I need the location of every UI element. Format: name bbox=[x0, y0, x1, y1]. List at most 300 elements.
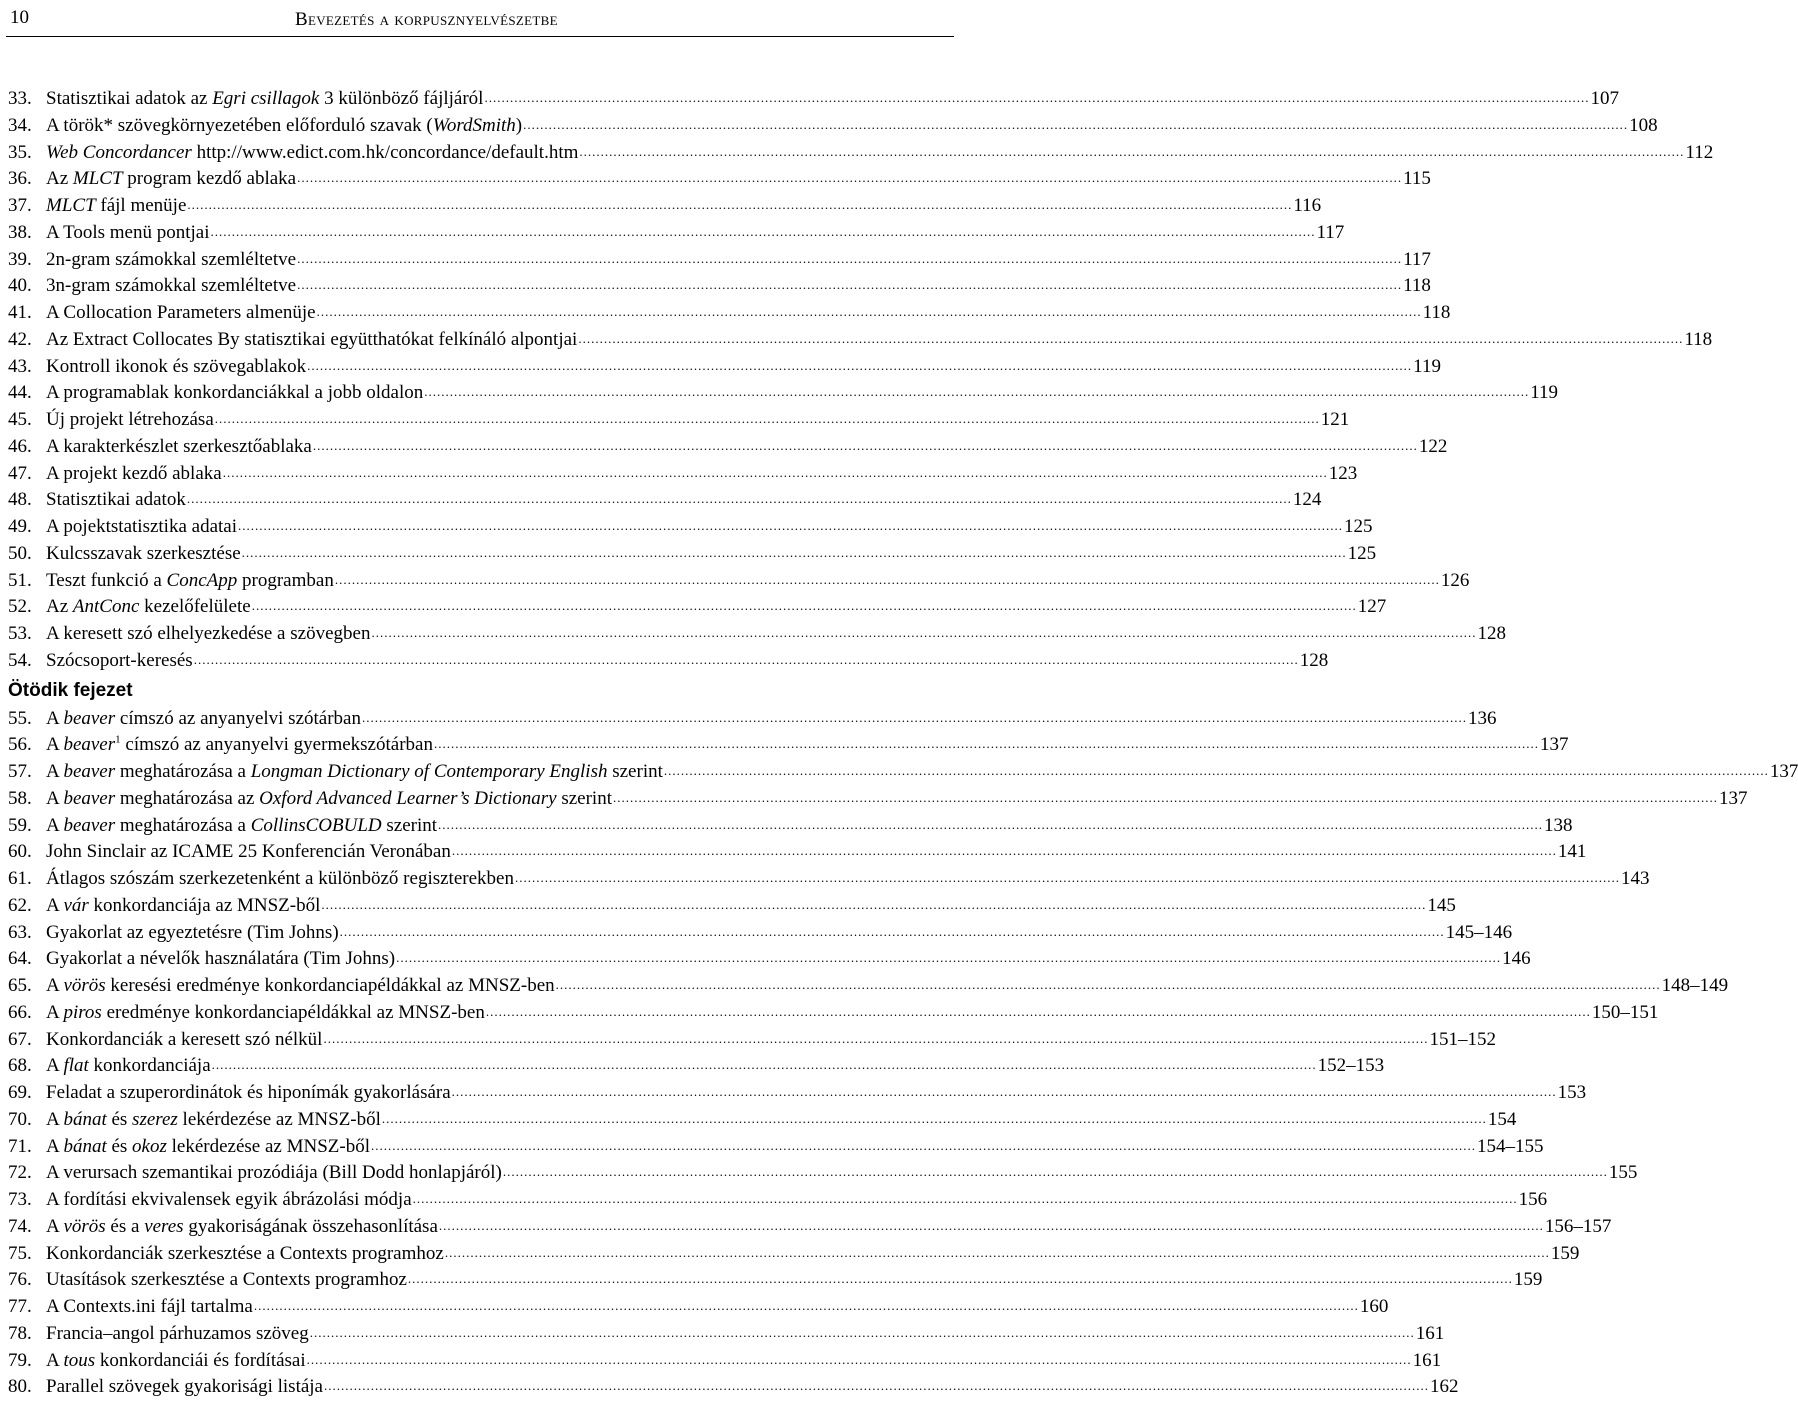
entry-page: 118 bbox=[1403, 275, 1431, 297]
toc-entry bbox=[8, 759, 1798, 786]
entry-text: A bbox=[46, 814, 64, 836]
entry-number: 57. bbox=[8, 761, 32, 782]
entry-text: meghatározása a bbox=[115, 814, 251, 836]
entry-title bbox=[46, 1107, 381, 1134]
italic-text: Web Concordancer bbox=[46, 141, 192, 163]
entry-text: A Contexts.ini fájl tartalma bbox=[46, 1296, 253, 1317]
entry-text: Kulcsszavak szerkesztése bbox=[46, 542, 241, 564]
entry-text: szerint bbox=[607, 761, 663, 782]
toc-entry bbox=[8, 648, 1329, 675]
dot-leader bbox=[215, 406, 1320, 433]
entry-number: 41. bbox=[8, 302, 32, 323]
entry-number: 46. bbox=[8, 435, 32, 457]
dot-leader bbox=[297, 165, 1402, 192]
entry-text: szerint bbox=[381, 814, 438, 836]
entry-text: Francia–angol párhuzamos szöveg bbox=[46, 1322, 309, 1344]
entry-page: 160 bbox=[1359, 1296, 1389, 1317]
entry-number: 68. bbox=[8, 1055, 32, 1077]
entry-page: 118 bbox=[1684, 328, 1713, 350]
entry-number: 64. bbox=[8, 948, 32, 970]
toc-entry bbox=[8, 813, 1573, 840]
dot-leader bbox=[484, 85, 1589, 112]
entry-title bbox=[46, 1027, 322, 1054]
dot-leader bbox=[194, 647, 1299, 674]
entry-title bbox=[46, 273, 296, 300]
entry-number: 72. bbox=[8, 1162, 32, 1184]
entry-text: meghatározása az bbox=[115, 787, 260, 809]
italic-text: szerez bbox=[132, 1108, 178, 1130]
entry-page: 159 bbox=[1513, 1269, 1543, 1291]
italic-text: MLCT bbox=[72, 168, 123, 190]
entry-title bbox=[46, 193, 186, 220]
entry-text: eredménye konkordanciapéldákkal az MNSZ-ben bbox=[101, 1001, 485, 1023]
entry-title bbox=[46, 946, 395, 973]
toc-entry bbox=[8, 946, 1531, 973]
entry-number: 42. bbox=[8, 328, 32, 350]
italic-text: beaver bbox=[63, 787, 116, 809]
toc-entry bbox=[8, 973, 1729, 1000]
entry-title bbox=[46, 247, 296, 274]
entry-text: A bbox=[46, 1108, 64, 1130]
entry-title bbox=[46, 706, 361, 733]
entry-text: 2n-gram számokkal szemléltetve bbox=[46, 248, 297, 270]
toc-entry bbox=[8, 866, 1650, 893]
entry-number: 35. bbox=[8, 141, 32, 163]
dot-leader bbox=[515, 865, 1620, 892]
entry-text: szerint bbox=[556, 787, 612, 809]
entry-page: 150–151 bbox=[1591, 1001, 1659, 1023]
italic-text: vár bbox=[63, 894, 89, 916]
entry-text: A bbox=[46, 1001, 64, 1023]
entry-text: Feladat a szuperordinátok és hiponímák gyakorlására bbox=[46, 1082, 451, 1103]
entry-title bbox=[46, 1134, 370, 1161]
entry-text: Utasítások szerkesztése a Contexts programhoz bbox=[46, 1269, 407, 1291]
entry-number: 47. bbox=[8, 462, 32, 484]
dot-leader bbox=[340, 919, 1445, 946]
entry-text: A fordítási ekvivalensek egyik ábrázolási módja bbox=[46, 1189, 412, 1210]
entry-text: 3n-gram számokkal szemléltetve bbox=[46, 275, 297, 297]
entry-number: 76. bbox=[8, 1269, 32, 1291]
dot-leader bbox=[324, 1373, 1429, 1400]
italic-text: WordSmith bbox=[432, 114, 516, 136]
entry-page: 161 bbox=[1412, 1349, 1442, 1371]
italic-text: Longman Dictionary of Contemporary English bbox=[250, 761, 608, 782]
entry-text: lekérdezése az MNSZ-ből bbox=[177, 1108, 381, 1130]
toc-entry bbox=[8, 300, 1451, 327]
dot-leader bbox=[664, 758, 1769, 785]
dot-leader bbox=[452, 1079, 1557, 1106]
entry-text: A Collocation Parameters almenüje bbox=[46, 302, 316, 323]
entry-page: 119 bbox=[1530, 382, 1559, 404]
toc-entry bbox=[8, 1348, 1442, 1375]
entry-page: 124 bbox=[1292, 489, 1322, 511]
toc-entry bbox=[8, 706, 1497, 733]
toc-entry bbox=[8, 166, 1431, 193]
entry-text: A bbox=[46, 1215, 64, 1237]
entry-page: 156 bbox=[1518, 1189, 1548, 1210]
dot-leader bbox=[297, 246, 1402, 273]
italic-text: Oxford Advanced Learner’s Dictionary bbox=[259, 787, 557, 809]
dot-leader bbox=[187, 192, 1292, 219]
entry-page: 146 bbox=[1502, 948, 1531, 970]
entry-page: 119 bbox=[1413, 355, 1441, 377]
dot-leader bbox=[297, 272, 1402, 299]
entry-page: 117 bbox=[1316, 221, 1345, 243]
toc-entry bbox=[8, 1053, 1385, 1080]
entry-title bbox=[46, 487, 186, 514]
entry-page: 108 bbox=[1629, 114, 1658, 136]
entry-title bbox=[46, 621, 370, 648]
entry-title bbox=[46, 407, 214, 434]
entry-number: 63. bbox=[8, 921, 32, 943]
dot-leader bbox=[252, 593, 1357, 620]
entry-page: 125 bbox=[1347, 542, 1377, 564]
italic-text: ConcApp bbox=[166, 569, 238, 591]
entry-number: 51. bbox=[8, 569, 32, 591]
toc-entry bbox=[8, 786, 1748, 813]
entry-page: 125 bbox=[1344, 516, 1373, 537]
italic-text: veres bbox=[144, 1215, 184, 1237]
entry-title bbox=[46, 1187, 412, 1214]
toc-entry bbox=[8, 1374, 1459, 1401]
entry-title bbox=[46, 1241, 444, 1268]
entry-title bbox=[46, 1214, 438, 1241]
toc-entry bbox=[8, 1241, 1580, 1268]
entry-title bbox=[46, 354, 306, 381]
toc-entry bbox=[8, 839, 1587, 866]
entry-number: 55. bbox=[8, 707, 32, 729]
entry-title bbox=[46, 461, 222, 488]
entry-number: 59. bbox=[8, 814, 32, 836]
entry-page: 137 bbox=[1719, 787, 1748, 809]
entry-page: 107 bbox=[1590, 88, 1619, 109]
entry-page: 116 bbox=[1293, 195, 1322, 216]
entry-text: http://www.edict.com.hk/concordance/default.htm bbox=[191, 141, 579, 163]
entry-text: Kontroll ikonok és szövegablakok bbox=[46, 355, 307, 377]
entry-text: Az bbox=[46, 596, 73, 618]
toc-entry bbox=[8, 594, 1387, 621]
entry-text: A verursach szemantikai prozódiája (Bill Dodd honlapjáról) bbox=[46, 1162, 502, 1184]
toc-entry bbox=[8, 732, 1569, 759]
entry-number: 58. bbox=[8, 787, 32, 809]
entry-text: Szócsoport-keresés bbox=[46, 649, 193, 671]
entry-number: 61. bbox=[8, 868, 32, 889]
entry-number: 56. bbox=[8, 734, 32, 756]
toc-entry bbox=[8, 461, 1358, 488]
entry-text: kezelőfelülete bbox=[139, 596, 251, 618]
entry-number: 45. bbox=[8, 409, 32, 430]
entry-page: 121 bbox=[1320, 409, 1350, 430]
entry-title bbox=[46, 1321, 309, 1348]
toc-entry bbox=[8, 893, 1456, 920]
entry-page: 155 bbox=[1608, 1162, 1638, 1184]
dot-leader bbox=[408, 1266, 1513, 1293]
entry-page: 127 bbox=[1357, 596, 1387, 618]
entry-title bbox=[46, 541, 241, 568]
entry-text: meghatározása a bbox=[115, 761, 251, 782]
dot-leader bbox=[187, 486, 1292, 513]
toc-entry bbox=[8, 113, 1658, 140]
entry-text: Az bbox=[46, 168, 73, 190]
entry-number: 73. bbox=[8, 1189, 32, 1210]
entry-title bbox=[46, 140, 578, 167]
entry-title bbox=[46, 434, 312, 461]
toc-entry bbox=[8, 193, 1322, 220]
dot-leader bbox=[523, 112, 1628, 139]
dot-leader bbox=[211, 219, 1316, 246]
entry-page: 117 bbox=[1403, 248, 1431, 270]
italic-text: CollinsCOBULD bbox=[250, 814, 382, 836]
entry-number: 38. bbox=[8, 221, 32, 243]
entry-text: keresési eredménye konkordanciapéldákkal az MNSZ-ben bbox=[105, 975, 555, 996]
entry-text: címszó az anyanyelvi szótárban bbox=[115, 707, 361, 729]
entry-text: és bbox=[106, 1108, 133, 1130]
entry-page: 115 bbox=[1403, 168, 1431, 190]
italic-text: MLCT bbox=[46, 195, 96, 216]
entry-text: program kezdő ablaka bbox=[122, 168, 297, 190]
entry-number: 50. bbox=[8, 542, 32, 564]
entry-page: 138 bbox=[1544, 814, 1573, 836]
list-of-figures bbox=[8, 86, 1798, 1401]
toc-entry bbox=[8, 1107, 1517, 1134]
entry-number: 36. bbox=[8, 168, 32, 190]
dot-leader bbox=[254, 1293, 1359, 1320]
entry-page: 136 bbox=[1467, 707, 1497, 729]
dot-leader bbox=[579, 139, 1684, 166]
entry-page: 162 bbox=[1430, 1376, 1459, 1398]
italic-text: tous bbox=[63, 1349, 96, 1371]
dot-leader bbox=[317, 299, 1422, 326]
dot-leader bbox=[223, 460, 1328, 487]
dot-leader bbox=[323, 1026, 1428, 1053]
italic-text: beaver bbox=[63, 814, 116, 836]
toc-entry bbox=[8, 1187, 1548, 1214]
dot-leader bbox=[307, 1347, 1412, 1374]
entry-title bbox=[46, 893, 320, 920]
entry-number: 79. bbox=[8, 1349, 32, 1371]
italic-text: vörös bbox=[63, 975, 106, 996]
entry-title bbox=[46, 220, 210, 247]
entry-number: 40. bbox=[8, 275, 32, 297]
italic-text: vörös bbox=[63, 1215, 106, 1237]
dot-leader bbox=[486, 999, 1591, 1026]
entry-number: 54. bbox=[8, 649, 32, 671]
toc-entry bbox=[8, 1160, 1638, 1187]
entry-number: 77. bbox=[8, 1296, 32, 1317]
dot-leader bbox=[321, 892, 1426, 919]
toc-entry bbox=[8, 407, 1350, 434]
entry-page: 152–153 bbox=[1317, 1055, 1385, 1077]
entry-text: lekérdezése az MNSZ-ből bbox=[166, 1135, 370, 1157]
entry-page: 156–157 bbox=[1544, 1215, 1612, 1237]
entry-text: Gyakorlat a névelők használatára (Tim Johns) bbox=[46, 948, 396, 970]
dot-leader bbox=[362, 705, 1467, 732]
dot-leader bbox=[382, 1106, 1487, 1133]
entry-title bbox=[46, 786, 612, 813]
entry-title bbox=[46, 380, 423, 407]
entry-title bbox=[46, 920, 339, 947]
entry-text: Gyakorlat az egyeztetésre (Tim Johns) bbox=[46, 921, 339, 943]
toc-entry bbox=[8, 86, 1619, 113]
entry-title bbox=[46, 568, 334, 595]
entry-page: 151–152 bbox=[1429, 1028, 1496, 1050]
entry-text: A Tools menü pontjai bbox=[46, 221, 210, 243]
running-title: Bevezetés a korpusznyelvészetbe bbox=[295, 9, 558, 30]
entry-text: A programablak konkordanciákkal a jobb oldalon bbox=[46, 382, 424, 404]
entry-number: 71. bbox=[8, 1135, 32, 1157]
dot-leader bbox=[371, 620, 1476, 647]
entry-number: 65. bbox=[8, 975, 32, 996]
toc-entry bbox=[8, 920, 1513, 947]
entry-title bbox=[46, 1160, 502, 1187]
dot-leader bbox=[613, 785, 1718, 812]
entry-text: A török* szövegkörnyezetében előforduló szavak ( bbox=[46, 114, 433, 136]
entry-title bbox=[46, 514, 237, 541]
entry-page: 137 bbox=[1539, 734, 1569, 756]
dot-leader bbox=[439, 1213, 1544, 1240]
toc-entry bbox=[8, 621, 1506, 648]
toc-entry bbox=[8, 514, 1373, 541]
entry-text: A pojektstatisztika adatai bbox=[46, 516, 238, 537]
entry-text: Statisztikai adatok bbox=[46, 489, 186, 511]
entry-page: 161 bbox=[1415, 1322, 1445, 1344]
entry-text: Új projekt létrehozása bbox=[46, 409, 214, 430]
entry-title bbox=[46, 973, 555, 1000]
entry-number: 52. bbox=[8, 596, 32, 618]
toc-entry bbox=[8, 1000, 1659, 1027]
entry-page: 118 bbox=[1422, 302, 1451, 323]
entry-page: 159 bbox=[1550, 1242, 1580, 1264]
italic-text: Egri csillagok bbox=[212, 88, 320, 109]
italic-text: okoz bbox=[132, 1135, 167, 1157]
entry-number: 39. bbox=[8, 248, 32, 270]
entry-text: A bbox=[46, 1135, 64, 1157]
toc-entry bbox=[8, 140, 1714, 167]
entry-text: és bbox=[106, 1135, 133, 1157]
running-header bbox=[6, 4, 954, 37]
toc-entry bbox=[8, 1214, 1612, 1241]
entry-text: Az Extract Collocates By statisztikai együtthatókat felkínáló alpontjai bbox=[46, 328, 578, 350]
entry-text: A bbox=[46, 787, 64, 809]
dot-leader bbox=[238, 513, 1343, 540]
entry-title bbox=[46, 327, 577, 354]
toc-entry bbox=[8, 1321, 1445, 1348]
dot-leader bbox=[313, 433, 1418, 460]
entry-title bbox=[46, 1348, 306, 1375]
dot-leader bbox=[413, 1186, 1518, 1213]
toc-entry bbox=[8, 380, 1559, 407]
entry-text: ) bbox=[515, 114, 523, 136]
entry-title bbox=[46, 732, 433, 759]
entry-text: A projekt kezdő ablaka bbox=[46, 462, 222, 484]
entry-text: A keresett szó elhelyezkedése a szövegben bbox=[46, 623, 371, 644]
entry-text: Konkordanciák szerkesztése a Contexts programhoz bbox=[46, 1242, 444, 1264]
entry-text: John Sinclair az ICAME 25 Konferencián Veronában bbox=[46, 841, 451, 863]
dot-leader bbox=[578, 326, 1683, 353]
entry-text: A bbox=[46, 707, 64, 729]
entry-text: A bbox=[46, 734, 64, 756]
entry-number: 43. bbox=[8, 355, 32, 377]
entry-text: Statisztikai adatok az bbox=[46, 88, 213, 109]
entry-number: 70. bbox=[8, 1108, 32, 1130]
entry-title bbox=[46, 839, 451, 866]
entry-title bbox=[46, 866, 514, 893]
entry-page: 137 bbox=[1769, 761, 1798, 782]
italic-text: piros bbox=[63, 1001, 102, 1023]
entry-title bbox=[46, 113, 522, 140]
entry-page: 148–149 bbox=[1661, 975, 1729, 996]
dot-leader bbox=[242, 540, 1347, 567]
dot-leader bbox=[424, 379, 1529, 406]
entry-text: Átlagos szószám szerkezetenként a különböző regiszterekben bbox=[46, 868, 514, 889]
entry-text: konkordanciája az MNSZ-ből bbox=[88, 894, 321, 916]
entry-text: Parallel szövegek gyakorisági listája bbox=[46, 1376, 323, 1398]
entry-text: és a bbox=[105, 1215, 145, 1237]
entry-text: gyakoriságának összehasonlítása bbox=[183, 1215, 438, 1237]
dot-leader bbox=[307, 353, 1412, 380]
dot-leader bbox=[396, 945, 1501, 972]
entry-text: Konkordanciák a keresett szó nélkül bbox=[46, 1028, 323, 1050]
page-number: 10 bbox=[10, 7, 29, 28]
entry-page: 143 bbox=[1620, 868, 1650, 889]
dot-leader bbox=[438, 812, 1543, 839]
italic-text: AntConc bbox=[72, 596, 140, 618]
entry-page: 153 bbox=[1557, 1082, 1587, 1103]
entry-text: A karakterkészlet szerkesztőablaka bbox=[46, 435, 312, 457]
italic-text: beaver bbox=[63, 707, 116, 729]
entry-title bbox=[46, 648, 193, 675]
italic-text: bánat bbox=[63, 1108, 107, 1130]
entry-text: címszó az anyanyelvi gyermekszótárban bbox=[120, 734, 433, 756]
entry-text: fájl menüje bbox=[95, 195, 187, 216]
entry-page: 128 bbox=[1477, 623, 1506, 644]
entry-page: 122 bbox=[1418, 435, 1448, 457]
toc-entry bbox=[8, 247, 1431, 274]
entry-text: 3 különböző fájljáról bbox=[319, 88, 484, 109]
footnote-mark: 1 bbox=[115, 733, 121, 746]
entry-text: A bbox=[46, 975, 64, 996]
entry-text: konkordanciája bbox=[88, 1055, 211, 1077]
toc-entry bbox=[8, 1134, 1544, 1161]
entry-number: 48. bbox=[8, 489, 32, 511]
entry-text: Teszt funkció a bbox=[46, 569, 167, 591]
entry-page: 154–155 bbox=[1476, 1135, 1544, 1157]
toc-entry bbox=[8, 1294, 1389, 1321]
entry-page: 154 bbox=[1487, 1108, 1517, 1130]
entry-title bbox=[46, 594, 251, 621]
dot-leader bbox=[503, 1159, 1608, 1186]
entry-title bbox=[46, 1374, 323, 1401]
entry-page: 126 bbox=[1440, 569, 1470, 591]
entry-title bbox=[46, 166, 296, 193]
entry-number: 75. bbox=[8, 1242, 32, 1264]
dot-leader bbox=[434, 731, 1539, 758]
entry-number: 33. bbox=[8, 88, 32, 109]
entry-number: 69. bbox=[8, 1082, 32, 1103]
dot-leader bbox=[212, 1052, 1317, 1079]
entry-text: A bbox=[46, 1055, 64, 1077]
dot-leader bbox=[556, 972, 1661, 999]
dot-leader bbox=[310, 1320, 1415, 1347]
entry-number: 67. bbox=[8, 1028, 32, 1050]
entry-number: 60. bbox=[8, 841, 32, 863]
entry-title bbox=[46, 813, 437, 840]
toc-entry bbox=[8, 220, 1345, 247]
toc-entry bbox=[8, 568, 1470, 595]
toc-entry bbox=[8, 1027, 1496, 1054]
entry-title bbox=[46, 1080, 451, 1107]
toc-entry bbox=[8, 1080, 1587, 1107]
